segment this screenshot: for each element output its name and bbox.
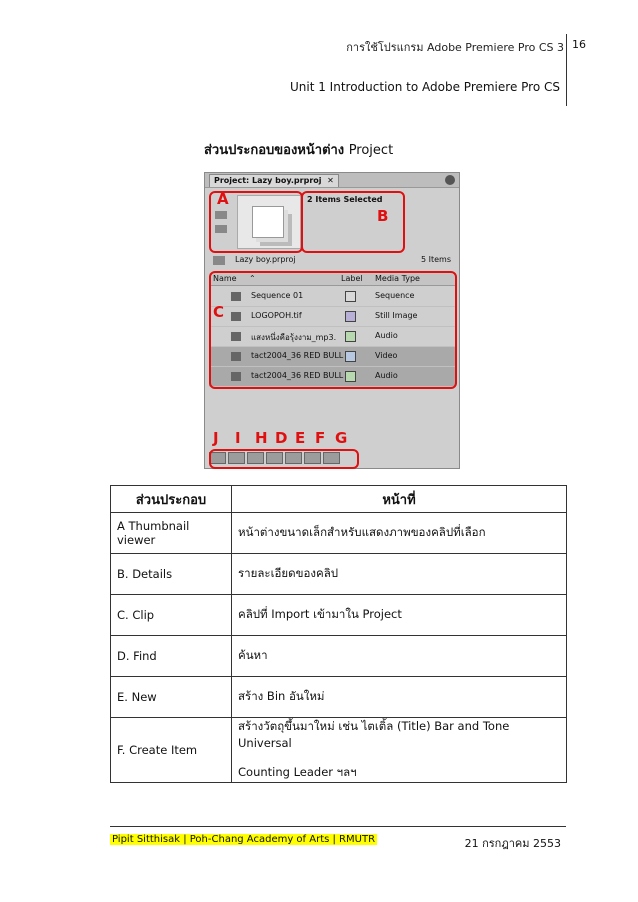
callout-box-b bbox=[301, 191, 405, 253]
function-text: ค้นหา bbox=[238, 648, 268, 662]
table-header-row bbox=[111, 486, 567, 513]
item-count: 5 Items bbox=[420, 255, 451, 264]
callout-letter-c: C bbox=[213, 303, 225, 321]
component-name: . Clip bbox=[125, 608, 155, 622]
book-title: การใช้โปรแกรม Adobe Premiere Pro CS 3 bbox=[346, 41, 564, 54]
callout-letter-b: B bbox=[377, 207, 389, 225]
table-row bbox=[111, 677, 567, 718]
header-divider bbox=[566, 34, 567, 106]
footer-divider bbox=[110, 826, 566, 827]
component-letter: D bbox=[117, 649, 126, 663]
component-name: Thumbnail viewer bbox=[117, 519, 190, 547]
callout-letter-i: I bbox=[235, 429, 241, 447]
function-text: สร้างวัตถุขึ้นมาใหม่ เช่น ไตเติ้ล (Title) Bar and Tone Universal bbox=[238, 719, 510, 750]
callout-letter-d: D bbox=[275, 429, 288, 447]
clip-name: LOGOPOH.tif bbox=[251, 311, 302, 320]
component-cell bbox=[111, 513, 232, 554]
unit-title: Unit 1 Introduction to Adobe Premiere Pro CS bbox=[289, 80, 560, 94]
callout-box-c bbox=[209, 271, 457, 389]
clip-name: แสงหนึ่งคือรุ้งงาม_mp3. bbox=[251, 333, 337, 342]
clip-name: Sequence 01 bbox=[251, 291, 304, 300]
component-name: . Create Item bbox=[121, 743, 198, 757]
callout-letter-j: J bbox=[213, 429, 219, 447]
function-cell bbox=[232, 595, 567, 636]
page-number: 16 bbox=[572, 38, 586, 51]
header-function: หน้าที่ bbox=[232, 486, 567, 513]
clip-name: tact2004_36 RED BULL bbox=[251, 351, 344, 360]
component-table bbox=[110, 485, 567, 783]
component-cell bbox=[111, 718, 232, 783]
clip-media-type: Sequence bbox=[375, 291, 415, 300]
function-cell bbox=[232, 554, 567, 595]
callout-letter-f: F bbox=[315, 429, 326, 447]
items-selected-text: 2 Items Selected bbox=[307, 195, 383, 204]
panel-titlebar bbox=[205, 173, 459, 188]
bin-name: Lazy boy.prproj bbox=[235, 255, 296, 264]
component-letter: B bbox=[117, 567, 125, 581]
section-title bbox=[204, 139, 393, 160]
close-tab-icon[interactable]: ✕ bbox=[324, 176, 334, 185]
section-title-en: Project bbox=[348, 143, 394, 158]
component-letter: C bbox=[117, 608, 126, 622]
column-media-type[interactable]: Media Type bbox=[375, 274, 420, 283]
component-letter: A bbox=[117, 519, 125, 533]
footer-author: Pipit Sitthisak | Poh-Chang Academy of Arts | RMUTR bbox=[112, 834, 376, 845]
callout-letter-h: H bbox=[255, 429, 268, 447]
function-cell bbox=[232, 636, 567, 677]
callout-letter-e: E bbox=[295, 429, 306, 447]
function-text: รายละเอียดของคลิป bbox=[238, 566, 339, 580]
function-text: คลิปที่ Import เข้ามาใน Project bbox=[238, 607, 402, 621]
clip-media-type: Audio bbox=[375, 331, 398, 340]
column-name[interactable]: Name bbox=[213, 274, 237, 283]
clip-name: tact2004_36 RED BULL bbox=[251, 371, 344, 380]
clip-media-type: Still Image bbox=[375, 311, 418, 320]
footer-date: 21 กรกฎาคม 2553 bbox=[464, 837, 561, 850]
callout-letter-a: A bbox=[217, 190, 229, 208]
function-text: หน้าต่างขนาดเล็กสำหรับแสดงภาพของคลิปที่เลือก bbox=[238, 525, 486, 539]
component-name: . Find bbox=[125, 649, 157, 663]
component-cell bbox=[111, 677, 232, 718]
callout-box-toolbar bbox=[209, 449, 359, 469]
sort-ascending-icon[interactable]: ⌃ bbox=[249, 274, 256, 283]
component-letter: F bbox=[117, 743, 122, 757]
callout-letter-g: G bbox=[335, 429, 348, 447]
function-text: สร้าง Bin อันใหม่ bbox=[238, 689, 325, 703]
table-row bbox=[111, 554, 567, 595]
component-name: . New bbox=[124, 690, 157, 704]
function-cell bbox=[232, 513, 567, 554]
table-row bbox=[111, 513, 567, 554]
component-cell bbox=[111, 554, 232, 595]
section-title-th: ส่วนประกอบของหน้าต่าง bbox=[204, 143, 345, 158]
table-row bbox=[111, 718, 567, 783]
column-label[interactable]: Label bbox=[341, 274, 363, 283]
bin-bar bbox=[209, 255, 455, 267]
folder-icon bbox=[213, 256, 225, 265]
component-cell bbox=[111, 595, 232, 636]
header-component: ส่วนประกอบ bbox=[111, 486, 232, 513]
component-name: . Details bbox=[124, 567, 173, 581]
clip-media-type: Audio bbox=[375, 371, 398, 380]
component-cell bbox=[111, 636, 232, 677]
function-cell bbox=[232, 677, 567, 718]
project-panel bbox=[204, 172, 460, 469]
function-cell bbox=[232, 718, 567, 783]
project-tab[interactable] bbox=[209, 174, 339, 187]
component-letter: E bbox=[117, 690, 125, 704]
table-row bbox=[111, 636, 567, 677]
project-tab-label: Project: Lazy boy.prproj bbox=[214, 176, 322, 185]
function-text-2: Counting Leader ฯลฯ bbox=[238, 765, 357, 779]
clip-media-type: Video bbox=[375, 351, 398, 360]
table-row bbox=[111, 595, 567, 636]
panel-menu-icon[interactable] bbox=[445, 175, 455, 185]
